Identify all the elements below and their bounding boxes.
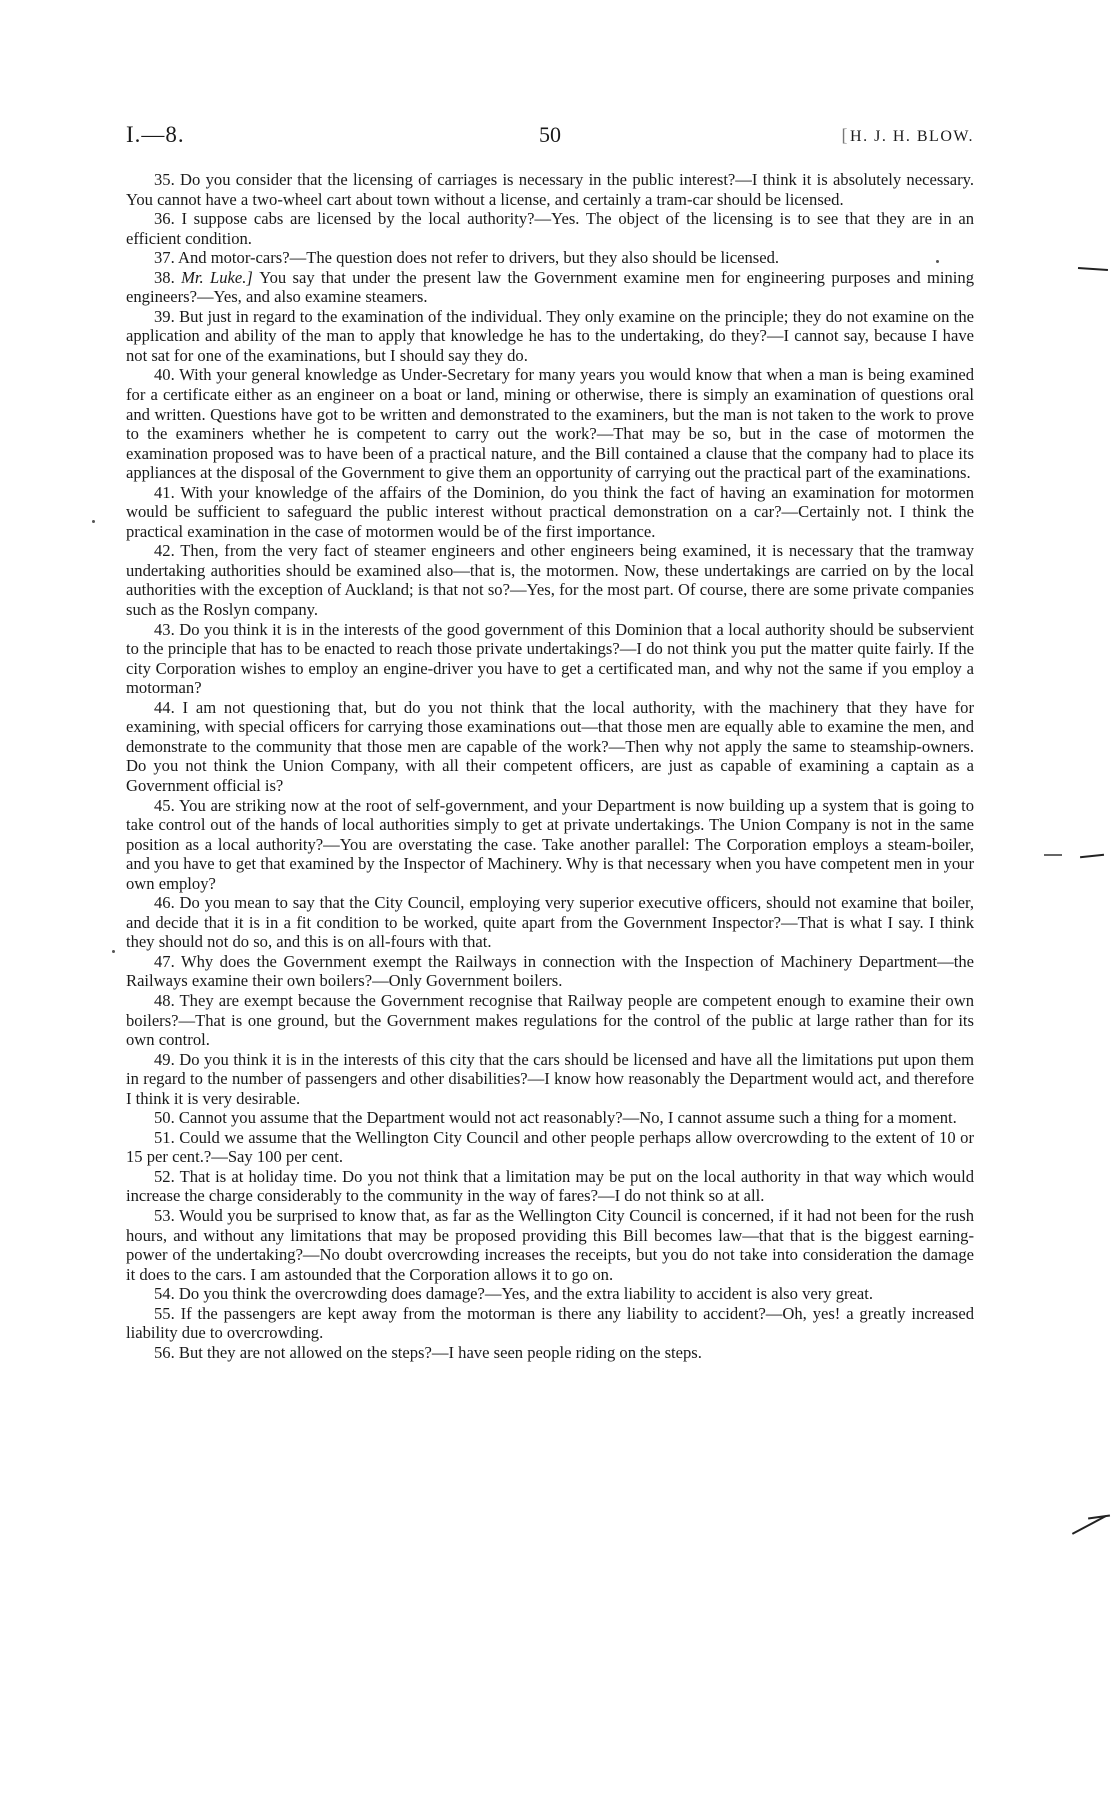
paragraph-text: But they are not allowed on the steps?—I have seen people riding on the steps. <box>178 1342 702 1362</box>
evidence-paragraph <box>126 365 974 482</box>
question-number: 37. <box>154 248 178 268</box>
paragraph-text: With your knowledge of the affairs of the Dominion, do you think the fact of having an examination for motormen would be sufficient to safeguard the public interest without practical demonstration on a car?—Certainly not. I think the practical examination in the case of motormen would be of the first importance. <box>126 482 975 541</box>
evidence-paragraph <box>126 541 974 619</box>
witness-name <box>842 125 974 146</box>
paragraph-text: Do you think the overcrowding does damage?—Yes, and the extra liability to accident is also very great. <box>178 1284 874 1304</box>
paragraph-text: Then, from the very fact of steamer engineers and other engineers being examined, it is necessary that the tramway undertaking authorities should be examined also—that is, the motormen. Now, these undertakings are carried on by the local authorities with the exception of Auckland; is that not so?—Yes, for the most part. Of course, there are some private companies such as the Roslyn company. <box>126 541 974 620</box>
evidence-paragraph <box>126 1050 974 1109</box>
paragraph-text: That is at holiday time. Do you not think that a limitation may be put on the local authority in that way which would increase the charge considerably to the community in the way of fares?—I do not think so at all. <box>126 1166 974 1206</box>
question-number: 50. <box>154 1108 179 1128</box>
evidence-paragraph <box>126 209 974 248</box>
evidence-paragraph <box>126 1108 974 1128</box>
evidence-body <box>126 170 974 1362</box>
question-number: 44. <box>154 697 183 717</box>
question-number: 45. <box>154 795 179 815</box>
evidence-paragraph <box>126 1167 974 1206</box>
evidence-paragraph <box>126 307 974 366</box>
evidence-paragraph <box>126 1128 974 1167</box>
evidence-paragraph <box>126 1304 974 1343</box>
question-number: 46. <box>154 893 180 913</box>
question-number: 36. <box>154 209 182 229</box>
paragraph-text: Cannot you assume that the Department would not act reasonably?—No, I cannot assume such a thing for a moment. <box>178 1108 957 1128</box>
question-number: 48. <box>154 990 180 1010</box>
paragraph-text: I am not questioning that, but do you not think that the local authority, with the machinery that they have for examining, with special officers for carrying those examinations out—that those men are equally able to examine the men, and demonstrate to the community that those men are capable of the work?—Then why not apply the same to steamship-owners. Do you not think the Union Company, with all their competent officers, are just as capable of examining a captain as a Government official is? <box>126 697 975 795</box>
paragraph-text: They are exempt because the Government recognise that Railway people are competent enough to examine their own boilers?—That is one ground, but the Government makes regulations for the control of the public at large rather than for its own control. <box>126 990 975 1050</box>
question-number: 53. <box>154 1205 179 1225</box>
evidence-paragraph <box>126 952 974 991</box>
question-number: 41. <box>154 482 181 502</box>
question-number: 47. <box>154 951 181 971</box>
question-number: 51. <box>154 1127 180 1147</box>
paragraph-text: You are striking now at the root of self-government, and your Department is now building up a system that is going to take control out of the hands of local authorities simply to get at private undertakings. The Union Company is not in the same position as a local authority?—You are overstating the case. Take another parallel: The Corporation employs a steam-boiler, and you have to get that examined by the Inspector of Machinery. Why is that necessary when you have competent men in your own employ? <box>126 795 974 893</box>
paragraph-text: Why does the Government exempt the Railways in connection with the Inspection of Machinery Department—the Railways examine their own boilers?—Only Government boilers. <box>126 951 974 991</box>
question-number: 42. <box>154 541 181 561</box>
margin-dot <box>92 520 95 523</box>
margin-dash <box>1044 854 1062 856</box>
margin-dash <box>1078 267 1108 271</box>
page-number: 50 <box>539 122 561 147</box>
question-number: 39. <box>154 306 180 326</box>
margin-dash <box>1080 854 1104 858</box>
margin-dot <box>936 260 939 263</box>
evidence-paragraph <box>126 893 974 952</box>
evidence-paragraph <box>126 248 974 268</box>
question-number: 56. <box>154 1342 179 1362</box>
question-number: 35. <box>154 170 181 189</box>
evidence-paragraph <box>126 991 974 1050</box>
evidence-paragraph <box>126 698 974 796</box>
witness-label: H. J. H. BLOW. <box>850 128 974 145</box>
margin-dot <box>112 950 115 953</box>
evidence-paragraph <box>126 268 974 307</box>
evidence-paragraph <box>126 1343 974 1363</box>
question-number: 52. <box>154 1166 180 1186</box>
paragraph-text: Do you think it is in the interests of this city that the cars should be licensed and have all the limitations put upon them in regard to the number of passengers and other disabilities?—I know how reasonably the Department would act, and therefore I think it is very desirable. <box>126 1049 974 1108</box>
evidence-paragraph <box>126 1284 974 1304</box>
question-number: 38. <box>154 267 182 287</box>
page-header <box>126 122 974 152</box>
evidence-paragraph <box>126 483 974 542</box>
paragraph-text: Would you be surprised to know that, as far as the Wellington City Council is concerned, if it had not been for the rush hours, and without any limitations that may be proposed providing this Bill becomes law—that that is the biggest earning-power of the undertaking?—No doubt overcrowding increases the receipts, but you do not take into consideration the damage it does to the cars. I am astounded that the Corporation allows it to go on. <box>126 1205 975 1284</box>
paragraph-text: You say that under the present law the Government examine men for engineering purposes and mining engineers?—Yes, and also examine steamers. <box>126 267 974 307</box>
bracket-mark: [ <box>841 125 850 145</box>
paragraph-text: Do you consider that the licensing of carriages is necessary in the public interest?—I think it is absolutely necessary. You cannot have a two-wheel cart about town without a license, and certainly a tram-car should be licensed. <box>126 170 974 209</box>
question-number: 43. <box>154 619 180 639</box>
paragraph-text: With your general knowledge as Under-Secretary for many years you would know that when a man is being examined for a certificate either as an engineer on a boat or land, mining or otherwise, there is simply an examination of questions oral and written. Questions have got to be written and demonstrated to the examiners, but the man is not taken to the work to prove to the examiners whether he is competent to carry out the work?—That may be so, but in the case of motormen the examination proposed was to have been of a practical nature, and the Bill contained a clause that the company had to place its appliances at the disposal of the Government to give them an opportunity of carrying out the practical part of the examinations. <box>126 365 974 483</box>
paper-reference: I.—8. <box>126 122 185 147</box>
question-number: 54. <box>154 1284 179 1304</box>
paragraph-text: Could we assume that the Wellington City Council and other people perhaps allow overcrowding to the extent of 10 or 15 per cent.?—Say 100 per cent. <box>126 1127 975 1167</box>
speaker-name: Mr. Luke.] <box>181 267 260 287</box>
evidence-paragraph <box>126 170 974 209</box>
question-number: 40. <box>154 365 180 385</box>
paragraph-text: Do you think it is in the interests of the good government of this Dominion that a local authority should be subservient to the principle that has to be enacted to reach those private undertakings?—I do not think you put the matter quite fairly. If the city Corporation wishes to employ an engine-driver you have to get a certificated man, and why not the same if you employ a motorman? <box>126 619 974 698</box>
question-number: 49. <box>154 1049 180 1069</box>
paragraph-text: I suppose cabs are licensed by the local authority?—Yes. The object of the licensing is to see that they are in an efficient condition. <box>126 209 975 248</box>
evidence-paragraph <box>126 796 974 894</box>
paragraph-text: And motor-cars?—The question does not refer to drivers, but they also should be licensed. <box>177 248 780 268</box>
question-number: 55. <box>154 1303 181 1323</box>
paragraph-text: If the passengers are kept away from the motorman is there any liability to accident?—Oh, yes! a greatly increased liability due to overcrowding. <box>126 1303 975 1343</box>
evidence-paragraph <box>126 620 974 698</box>
paragraph-text: Do you mean to say that the City Council, employing very superior executive officers, should not examine that boiler, and decide that it is in a fit condition to be worked, quite apart from the Government Inspector?—That is what I say. I think they should not do so, and this is on all-fours with that. <box>126 893 975 952</box>
paragraph-text: But just in regard to the examination of the individual. They only examine on the principle; they do not examine on the application and ability of the man to apply that knowledge he has to the undertaking, do they?—I cannot say, because I have not sat for one of the examinations, but I should say they do. <box>126 306 975 365</box>
evidence-paragraph <box>126 1206 974 1284</box>
